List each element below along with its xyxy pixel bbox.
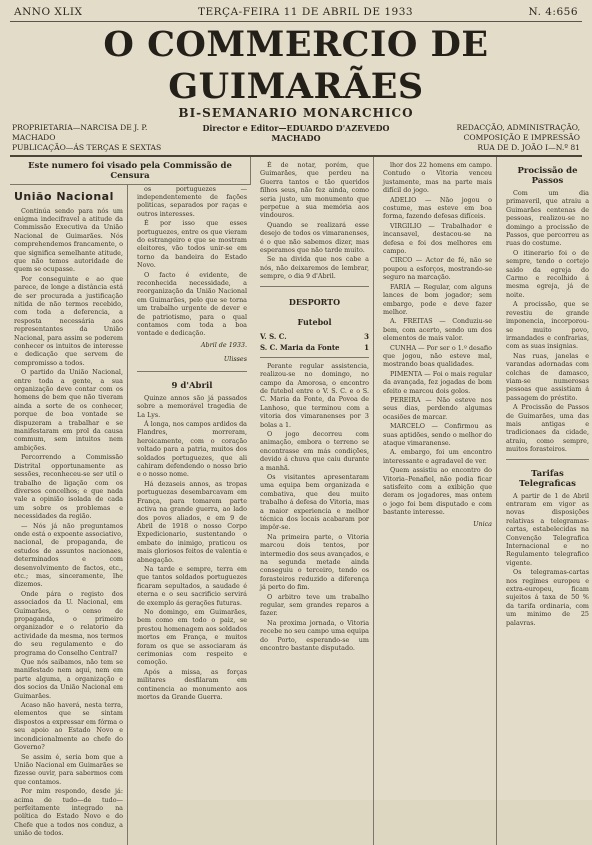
masthead <box>10 24 582 120</box>
article-paragraph: Quinze annos são já passados sobre a memorável tragedia de La Lys. <box>137 393 247 419</box>
address-line: RUA DE D. JOÃO I—N.º 81 <box>477 143 580 152</box>
article-paragraph: Acaso não haverá, nesta terra, elementos que se sintam dispostos a expressar em fórma o seu apoio ao Estado Novo e incondicionalmente ao chefe do Governo? <box>14 701 123 752</box>
article-paragraph: Quem assistiu ao encontro do Vitoria–Penafiel, não podia ficar satisfeito com a exibição que deram os jogadores, mas ontem o jogo foi bem disputado e com bastante interesse. <box>383 466 492 517</box>
dateline <box>10 4 582 22</box>
article-paragraph: PIMENTA — Foi o mais regular da avançada, fez jogadas de bom efeito e marcou dois golos. <box>383 369 492 395</box>
article-paragraph: É por isso que esses portuguezes, entre os que vieram do estrangeiro e que se mostram eleitores, vão todos unir-se em torno da bandeira do Estado Novo. <box>137 219 247 270</box>
article-paragraph: O itinerario foi o de sempre, tendo o cortejo saido da egreja do Carmo e recolhido á mesma egreja, já de noite. <box>506 248 589 299</box>
section-divider <box>260 286 369 287</box>
article-paragraph: PEREIRA — Não esteve nos seus dias, perdendo algumas ocasiões de marcar. <box>383 395 492 421</box>
section-divider <box>506 459 589 460</box>
article-paragraph: Se na divida que nos cabe a nós, não deixaremos de lembrar, sempre, o dia 9 d'Abril. <box>260 255 369 281</box>
censorship-notice: Este numero foi visado pela Commissão de Censura <box>10 157 251 185</box>
section-divider <box>260 357 369 358</box>
article-paragraph: Se assim é, seria bom que a União Nacional em Guimarães se fizesse ouvir, para sabermos com que contamos. <box>14 752 123 786</box>
article-paragraph: Á longa, nos campos ardidos da Flandres, morreram, heroicamente, com o coração voltado para a patria, muitos dos soldados portuguezes, que ali cahiram defendendo o nosso brio e o nosso nome. <box>137 420 247 479</box>
article-paragraph: Perante regular assistencia, realizou-se no domingo, no campo da Amorosa, o encontro de futebol entre o V. S. C. e o S. C. Maria da Fonte, da Povoa de Lanhoso, que terminou com a vitoria dos vimaranenses por 3 bolas a 1. <box>260 361 369 429</box>
sport-heading: DESPORTO <box>288 296 341 307</box>
newspaper-title: O COMMERCIO DE GUIMARÃES <box>103 24 489 107</box>
match-result <box>260 343 369 352</box>
issue-date: TERÇA-FEIRA 11 DE ABRIL DE 1933 <box>197 6 414 18</box>
nine-april-heading: 9 d'Abril <box>171 380 213 391</box>
uniao-nacional-heading: União Nacional <box>14 189 114 203</box>
article-paragraph: — Nós já não preguntamos onde está o expoente associativo, nacional, de propaganda, de estudos de assuntos nacionaes, determinados e com desenvolvimento de factos, etc., etc.; mas, sinceramente, lhe dizemos. <box>14 521 123 589</box>
article-paragraph: A Procissão de Passos de Guimarães, uma das mais antigas e tradicionaes da cidade, atraiu, como sempre, muitos forasteiros. <box>506 403 589 454</box>
issue-number: N. 4:656 <box>528 6 578 18</box>
column-1 <box>10 185 128 845</box>
signature-name: Ulisses <box>223 354 247 363</box>
article-paragraph: Onde pára o registo dos associados da U. Nacional, em Guimarães, o censo de propaganda, o primeiro organizador e o relatorio da actividade da mesma, nos termos do seu regulamento e do programa do Conselho Central? <box>14 589 123 657</box>
column-5 <box>502 157 592 845</box>
article-paragraph: É de notar, porém, que Guimarães, que perdeu na Guerra tantos e tão queridos filhos seus, não fez ainda, como seria justo, um monumento que perpetue a sua memória aos vindouros. <box>260 161 369 220</box>
admin-line: REDACÇÃO, ADMINISTRAÇÃO, COMPOSIÇÃO E IMPRESSÃO <box>456 123 580 142</box>
column-4 <box>379 157 497 845</box>
article-paragraph: Continúa sendo para nós um enigma indecifravel a atitude da Commissão Executiva da União Nacional de Guimarães. Nós comprehendemos francamente, o que significa semelhante atitude, que não temos autoridade de quem se ocupasse. <box>14 206 123 274</box>
newspaper-subtitle: BI-SEMANARIO MONARCHICO <box>178 106 414 120</box>
article-paragraph: lhor dos 22 homens em campo. Contudo o Vitoria venceu justamente, mas na parte mais difícil do jogo. <box>383 161 492 195</box>
publication-days: PUBLICAÇÃO—ÁS TERÇAS E SEXTAS <box>12 143 162 152</box>
columns <box>10 157 589 845</box>
article-paragraph: os portuguezes — independentemente de fações politicas, separados por raças e outros interesses. <box>137 184 247 218</box>
column-3 <box>256 157 374 845</box>
article-paragraph: A procissão, que se revestiu de grande imponencia, incorporou-se muito povo, irmandades e confrarias, com as suas insignias. <box>506 300 589 351</box>
football-subheading: Futebol <box>297 316 332 327</box>
article-paragraph: Na tarde e sempre, terra em que tantos soldados portuguezes ficaram sepultados, a saudade é eterna e o seu sacrificio servirá de exemplo ás gerações futuras. <box>137 564 247 607</box>
article-paragraph: ADELIO — Não jogou o costume, mas esteve em boa forma, fazendo defesas difíceis. <box>383 195 492 221</box>
article-paragraph: O facto é evidente, de reconhecida necessidade, a reorganização da União Nacional em Guimarães, pelo que se torna um trabalho urgente de dever e de patriotismo, para o qual contamos com toda a boa vontade e dedicação. <box>137 270 247 338</box>
column-2 <box>133 185 251 845</box>
team-name: V. S. C. <box>260 331 287 341</box>
article-paragraph: Com um dia primaveril, que atraiu a Guimarães centenas de pessoas, realizou-se no domingo a procissão de Passos, que percorreu as ruas do costume. <box>506 189 589 248</box>
article-paragraph: No domingo, em Guimarães, bem como em todo o paiz, se prestou homenagem aos soldados mortos em França, e muitos foram os que se associaram ás cerimonias com respeito e comoção. <box>137 607 247 667</box>
team-score: 3 <box>364 331 369 341</box>
article-paragraph: Nas ruas, janelas e varandas adornadas com colchas de damasco, viam-se numerosas pessoas que assistiam á passagem do préstito. <box>506 351 589 402</box>
publication-info <box>10 123 582 153</box>
tarifas-heading: Tarifas Telegraficas <box>519 468 576 489</box>
article-paragraph: O arbitro teve um trabalho regular, sem grandes reparos a fazer. <box>260 592 369 618</box>
section-divider <box>137 371 247 372</box>
owner-line: PROPRIETARIA—NARCISA DE J. P. MACHADO <box>12 123 148 142</box>
procissao-heading: Procissão de Passos <box>517 166 578 186</box>
signature-name: Unica <box>473 519 492 528</box>
article-paragraph: Percorrendo a Commissão Distrital opportunamente as sessões, reconheceu-se ser util o trabalho de ligação com os diversos concelhos; e que nada vale a opinião isolada de cada um sobre os problemas e necessidades da região. <box>14 453 123 521</box>
article-paragraph: A. embargo, foi um encontro interessante e agradavel de ver. <box>383 448 492 465</box>
article-paragraph: A partir de 1 de Abril entraram em vigor as novas disposições relativas a telegramas-cartas, estabelecidas na Convenção Telegrafica Internacional e no Regulamento telegrafico vigente. <box>506 491 589 567</box>
article-paragraph: O partido da União Nacional, entre toda a gente, a sua organização deve contar com os homens de bem que não tiveram ainda a sorte de os conhecer, porque de boa vontade se dispuzeram a trabalhar e se manifestaram em prol da causa commum, sem intuitos nem ambições. <box>14 368 123 452</box>
article-paragraph: CIRCO — Actor de fé, não se poupou a esforços, mostrando-se seguro na marcação. <box>383 256 492 282</box>
article-paragraph: Quando se realizará esse desejo de todos os vimaranenses, é o que não sabemos dizer, mas esperamos que não tarde muito. <box>260 220 369 255</box>
article-paragraph: Por conseguinte e ao que parece, de longe a distância está de ser procurada a justificação nitida de não termos recebido, com toda a deferencia, a resposta necessária aos representantes da União Nacional, para assim se poderem conhecer os intuitos de interesse e dedicação que servem de compromisso a todos. <box>14 274 123 367</box>
article-paragraph: Há dezaseis annos, as tropas portuguezas desembarcavam em França, para tomarem parte activa na grande guerra, ao lado dos povos aliados, e em 9 de Abril de 1918 o nosso Corpo Expedicionario, sustentando o embate do inimigo, praticou os mais gloriosos feitos de valentia e abnegação. <box>137 479 248 564</box>
team-score: 1 <box>364 342 369 352</box>
article-paragraph: MARCELO — Confirmou as suas aptidões, sendo o melhor do ataque vimaranense. <box>383 422 492 447</box>
article-paragraph: Os visitantes apresentaram uma equipa bem organizada e combativa, que deu muito trabalho á defesa do Vitoria, mas a maior experiencia e melhor técnica dos locais acabaram por impôr-se. <box>260 472 369 532</box>
article-paragraph: Os telegramas-cartas nos regimes europeu e extra-europeu, ficam sujeitos á taxa de 50 % da tarifa ordinaria, com um minimo de 25 palavras. <box>506 568 589 627</box>
director-line: Director e Editor—EDUARDO D'AZEVEDO MACHADO <box>202 123 390 143</box>
match-result <box>260 332 369 341</box>
volume-label: ANNO XLIX <box>14 6 83 18</box>
article-paragraph: Que nós saibamos, não tem se manifestado nem aqui, nem em parte alguma, a organização e dos socios da União Nacional em Guimarães. <box>14 658 123 700</box>
article-paragraph: A. FREITAS — Conduziu-se bem, com acerto, sendo um dos elementos de mais valor. <box>383 317 492 343</box>
article-paragraph: Por mim respondo, desde já: acima de tudo—de tudo—perfeitamente integrado na política do Estado Novo e do Chefe que a todos nos conduz, a união de todos. <box>14 787 123 838</box>
article-paragraph: O jogo decorreu com animação, embora o terreno se encontrasse em más condições, devido á chuva que caiu durante a manhã. <box>260 429 369 472</box>
signature-date: Abril de 1933. <box>200 340 247 349</box>
article-paragraph: VIRGILIO — Trabalhador e incansavel, destacou-se na defesa e foi dos melhores em campo. <box>383 221 492 256</box>
article-paragraph: CUNHA — Por ser o 1.º desafio que jogou, não esteve mal, mostrando boas qualidades. <box>383 343 492 369</box>
article-paragraph: Após a missa, as forças militares desfilaram em continencia ao monumento aos mortos da Grande Guerra. <box>137 667 247 702</box>
article-paragraph: FARIA — Regular, com alguns lances de bom jogador; sem embargo, pode e deve fazer melhor. <box>383 282 492 316</box>
article-paragraph: Na primeira parte, o Vitoria marcou dois tentos, por intermedio dos seus avançados, e na segunda metade ainda conseguiu o terceiro, tendo os forasteiros reduzido a diferença já perto do fim. <box>260 532 369 592</box>
team-name: S. C. Maria da Fonte <box>260 342 340 352</box>
article-paragraph: Na proxima jornada, o Vitoria recebe no seu campo uma equipa do Porto, esperando-se um encontro bastante disputado. <box>260 618 369 653</box>
